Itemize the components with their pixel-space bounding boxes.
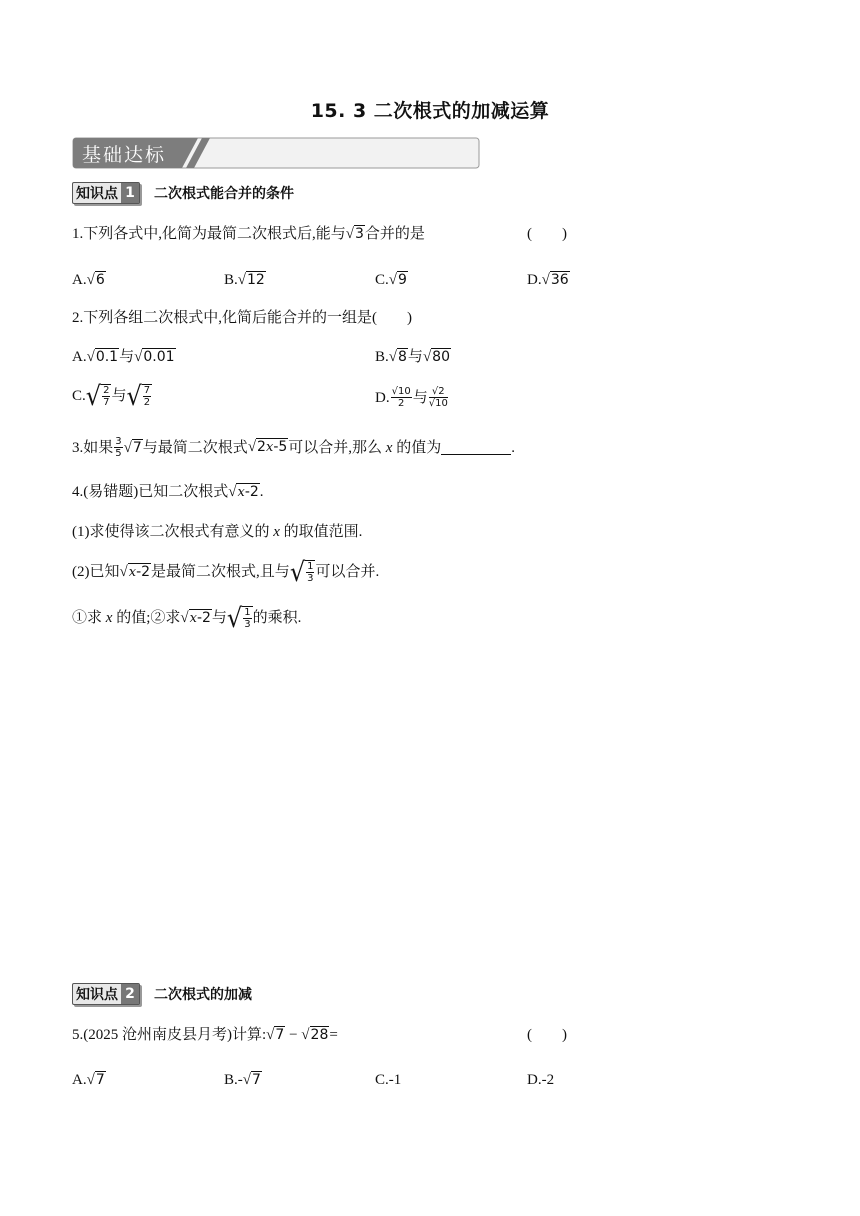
question-4-part-3 xyxy=(72,602,302,634)
sqrt: √ $\frac{1}{3}$ xyxy=(226,602,251,634)
answer-bracket: ( ) xyxy=(527,1027,567,1043)
page-title: 15. 3 二次根式的加减运算 xyxy=(310,100,550,122)
sqrt: √ $\frac{1}{3}$ xyxy=(289,556,314,588)
option-label: A. xyxy=(72,272,87,288)
radicand xyxy=(189,609,212,626)
answer-blank[interactable] xyxy=(441,440,511,455)
sqrt: √0.1 xyxy=(86,349,119,365)
variable: x xyxy=(189,610,197,626)
fraction xyxy=(243,607,251,630)
connector: 与 xyxy=(119,349,135,365)
section-banner xyxy=(72,137,480,169)
question-4-stem xyxy=(72,482,264,503)
q3-text: 3.如果 xyxy=(72,439,114,456)
kp-number: 1 xyxy=(121,183,139,203)
kp-label: 知识点 xyxy=(76,186,118,202)
radicand: 0.1 xyxy=(95,349,119,365)
q1-text-end: 合并的是 xyxy=(364,226,425,242)
radicand: 3 xyxy=(355,226,364,242)
radicand: 7 xyxy=(275,1027,285,1043)
q4-text: 的乘积. xyxy=(252,610,302,626)
option-label: B. xyxy=(375,349,389,365)
sqrt: √x-2 xyxy=(119,563,151,580)
sqrt: √36 xyxy=(541,272,569,288)
question-2-stem: 2.下列各组二次根式中,化简后能合并的一组是( ) xyxy=(72,310,412,326)
sqrt: √7 xyxy=(242,1072,261,1088)
sqrt: √x-2 xyxy=(180,609,211,626)
sqrt: √8 xyxy=(388,349,407,365)
constant: -2 xyxy=(136,563,151,580)
q4-text: 可以合并. xyxy=(315,564,380,580)
kp-number: 2 xyxy=(121,984,139,1004)
q4-text: (2)已知 xyxy=(72,564,120,580)
kp-title: 二次根式的加减 xyxy=(154,987,252,1003)
sqrt: √7 xyxy=(123,439,142,456)
kp-label: 知识点 xyxy=(76,987,118,1003)
fraction xyxy=(429,386,448,409)
sqrt: √x-2 xyxy=(228,484,259,500)
numerator: 7 xyxy=(143,385,151,396)
kp-title: 二次根式能合并的条件 xyxy=(154,186,294,202)
option-label: C. xyxy=(375,272,389,288)
constant: -5 xyxy=(273,439,288,455)
option-label: B.- xyxy=(224,1072,243,1088)
radicand: 7 xyxy=(251,1072,261,1088)
question-1-stem xyxy=(72,224,425,244)
option-label: D. xyxy=(375,389,390,406)
numerator: √10 xyxy=(391,386,411,397)
q5-option-b xyxy=(224,1070,262,1090)
radicand xyxy=(236,483,259,500)
option-label: B. xyxy=(224,272,238,288)
sqrt: √9 xyxy=(388,272,407,288)
variable: x xyxy=(385,439,393,456)
q4-text: . xyxy=(259,484,264,500)
option-label: A. xyxy=(72,349,87,365)
q4-text: 4.(易错题)已知二次根式 xyxy=(72,484,229,500)
q1-option-a xyxy=(72,270,106,290)
q2-option-b xyxy=(375,347,451,367)
radicand: 7 xyxy=(95,1072,105,1088)
q5-text: 5.(2025 沧州南皮县月考)计算: xyxy=(72,1027,267,1043)
q4-text: 与 xyxy=(211,610,227,626)
numerator: 1 xyxy=(307,561,314,572)
connector: 与 xyxy=(111,388,127,404)
q5-option-d: D.-2 xyxy=(527,1072,555,1088)
q4-text: (1)求使得该二次根式有意义的 xyxy=(72,524,270,540)
sqrt: √3 xyxy=(345,226,364,242)
q1-option-b xyxy=(224,270,266,290)
q1-option-d xyxy=(527,270,570,290)
radicand xyxy=(128,563,151,580)
coefficient: 2 xyxy=(257,439,266,455)
constant: -2 xyxy=(244,484,259,500)
radicand: 36 xyxy=(550,272,569,288)
radicand: 12 xyxy=(247,272,265,288)
question-5-stem xyxy=(72,1025,338,1045)
denominator: 7 xyxy=(103,397,110,408)
q4-text: 的取值范围. xyxy=(283,524,363,540)
sqrt: √7 xyxy=(86,1072,105,1088)
radicand: 80 xyxy=(432,349,450,365)
denominator: 3 xyxy=(244,619,251,630)
variable: x xyxy=(265,440,274,455)
variable: x xyxy=(128,564,137,580)
question-4-part-2 xyxy=(72,556,380,588)
radicand: 0.01 xyxy=(143,349,175,365)
sqrt: √6 xyxy=(86,272,105,288)
operator: − xyxy=(285,1027,302,1043)
q5-option-c: C.-1 xyxy=(375,1072,402,1088)
fraction xyxy=(102,385,110,408)
fraction xyxy=(391,386,412,409)
q4-text: ①求 xyxy=(72,610,103,626)
q3-text: 的值为 xyxy=(396,439,442,456)
numerator: 2 xyxy=(103,385,110,396)
variable: x xyxy=(273,524,280,540)
kp-badge xyxy=(72,983,140,1005)
answer-bracket: ( ) xyxy=(527,226,567,242)
numerator: √2 xyxy=(429,386,448,398)
variable: x xyxy=(237,485,245,500)
denominator: 2 xyxy=(143,397,151,408)
knowledge-point-1 xyxy=(72,182,294,204)
connector: 与 xyxy=(412,389,428,406)
fraction xyxy=(143,385,151,408)
q3-text: . xyxy=(511,439,515,456)
denominator: 3 xyxy=(307,573,314,584)
q2-option-a xyxy=(72,347,176,367)
question-3 xyxy=(72,436,515,459)
radicand: 28 xyxy=(310,1027,329,1043)
denominator: 2 xyxy=(397,398,405,409)
denominator: 5 xyxy=(115,448,122,459)
sqrt: √28 xyxy=(301,1027,329,1043)
q2-option-d xyxy=(375,386,449,409)
variable: x xyxy=(105,610,113,626)
q4-text: 是最简二次根式,且与 xyxy=(151,564,290,580)
constant: -2 xyxy=(196,609,211,626)
sqrt: √ $\frac{2}{7}$ xyxy=(85,380,110,412)
sqrt: √7 xyxy=(266,1027,285,1043)
sqrt: √0.01 xyxy=(134,349,175,365)
q1-option-c xyxy=(375,270,408,290)
kp-badge xyxy=(72,182,140,204)
radicand: 8 xyxy=(398,349,407,365)
sqrt: √12 xyxy=(237,272,265,288)
fraction xyxy=(306,561,314,584)
fraction xyxy=(114,436,122,459)
option-label: A. xyxy=(72,1072,87,1088)
radicand: 7 xyxy=(132,439,142,456)
question-4-part-1 xyxy=(72,522,362,542)
sqrt: √ $\frac{7}{2}$ xyxy=(126,380,151,412)
option-label: C. xyxy=(72,388,86,404)
q4-text: 的值;②求 xyxy=(116,610,181,626)
knowledge-point-2 xyxy=(72,983,252,1005)
numerator: 3 xyxy=(115,436,122,447)
sqrt: √2x-5 xyxy=(247,439,288,455)
radicand xyxy=(256,438,288,455)
sqrt: √80 xyxy=(422,349,450,365)
connector: 与 xyxy=(407,349,423,365)
q5-option-a xyxy=(72,1070,106,1090)
radicand: 9 xyxy=(398,272,407,288)
q3-text: 与最简二次根式 xyxy=(142,439,248,456)
q3-text: 可以合并,那么 xyxy=(288,439,383,456)
banner-label: 基础达标 xyxy=(82,144,167,166)
numerator: 1 xyxy=(244,607,251,618)
q2-option-c xyxy=(72,380,152,412)
radicand: 6 xyxy=(95,272,105,288)
q1-text: 1.下列各式中,化简为最简二次根式后,能与 xyxy=(72,226,346,242)
denominator: √10 xyxy=(428,398,448,409)
option-label: D. xyxy=(527,272,542,288)
equals: = xyxy=(329,1027,338,1043)
